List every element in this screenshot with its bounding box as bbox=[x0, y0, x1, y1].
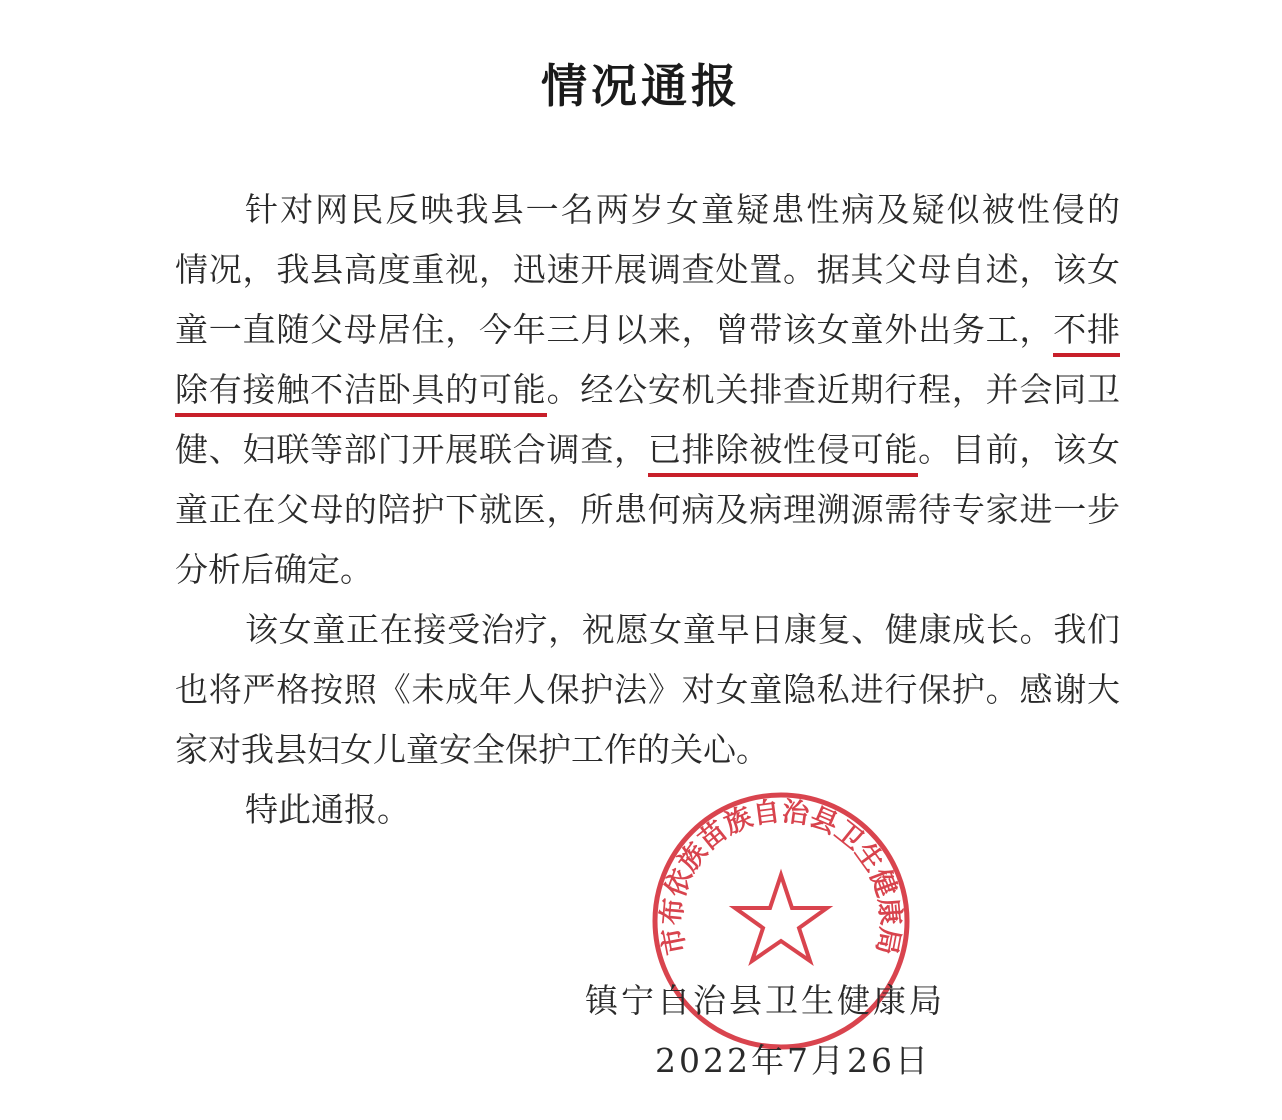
text-line bbox=[175, 780, 1120, 840]
document-date: 2022年7月26日 bbox=[655, 1041, 931, 1080]
document-body bbox=[175, 180, 1120, 840]
text-segment: 童一直随父母居住，今年三月以来，曾带该女童外出务工， bbox=[175, 310, 1054, 349]
text-segment: 该女童正在接受治疗，祝愿女童早日康复、健康成长。我们 bbox=[245, 610, 1120, 649]
text-line bbox=[175, 480, 1120, 540]
text-segment: 分析后确定。 bbox=[175, 550, 373, 589]
text-segment: 也将严格按照《未成年人保护法》对女童隐私进行保护。感谢大 bbox=[175, 670, 1120, 709]
text-line bbox=[175, 180, 1120, 240]
signature-organization: 镇宁自治县卫生健康局 bbox=[585, 981, 945, 1020]
text-line bbox=[175, 600, 1120, 660]
text-line bbox=[175, 300, 1120, 360]
text-segment: 针对网民反映我县一名两岁女童疑患性病及疑似被性侵的 bbox=[245, 190, 1120, 229]
text-segment: 童正在父母的陪护下就医，所患何病及病理溯源需待专家进一步 bbox=[175, 490, 1120, 529]
text-line bbox=[175, 420, 1120, 480]
text-line bbox=[175, 720, 1120, 780]
text-segment: 。目前，该女 bbox=[918, 430, 1121, 469]
text-line bbox=[175, 540, 1120, 600]
underlined-text: 不排 bbox=[1053, 310, 1120, 357]
seal-text: 市布依族苗族自治县卫生健康局 bbox=[656, 796, 906, 958]
text-segment: 情况，我县高度重视，迅速开展调查处置。据其父母自述，该女 bbox=[175, 250, 1120, 289]
star-icon bbox=[735, 875, 827, 961]
text-segment: 。经公安机关排查近期行程，并会同卫 bbox=[546, 370, 1121, 409]
underlined-text: 除有接触不洁卧具的可能 bbox=[175, 370, 547, 417]
document-title: 情况通报 bbox=[541, 59, 741, 113]
text-segment: 家对我县妇女儿童安全保护工作的关心。 bbox=[175, 730, 769, 769]
text-line bbox=[175, 360, 1120, 420]
underlined-text: 已排除被性侵可能 bbox=[648, 430, 918, 477]
text-segment: 健、妇联等部门开展联合调查， bbox=[175, 430, 648, 469]
text-line bbox=[175, 660, 1120, 720]
text-line bbox=[175, 240, 1120, 300]
text-segment: 特此通报。 bbox=[245, 790, 410, 829]
